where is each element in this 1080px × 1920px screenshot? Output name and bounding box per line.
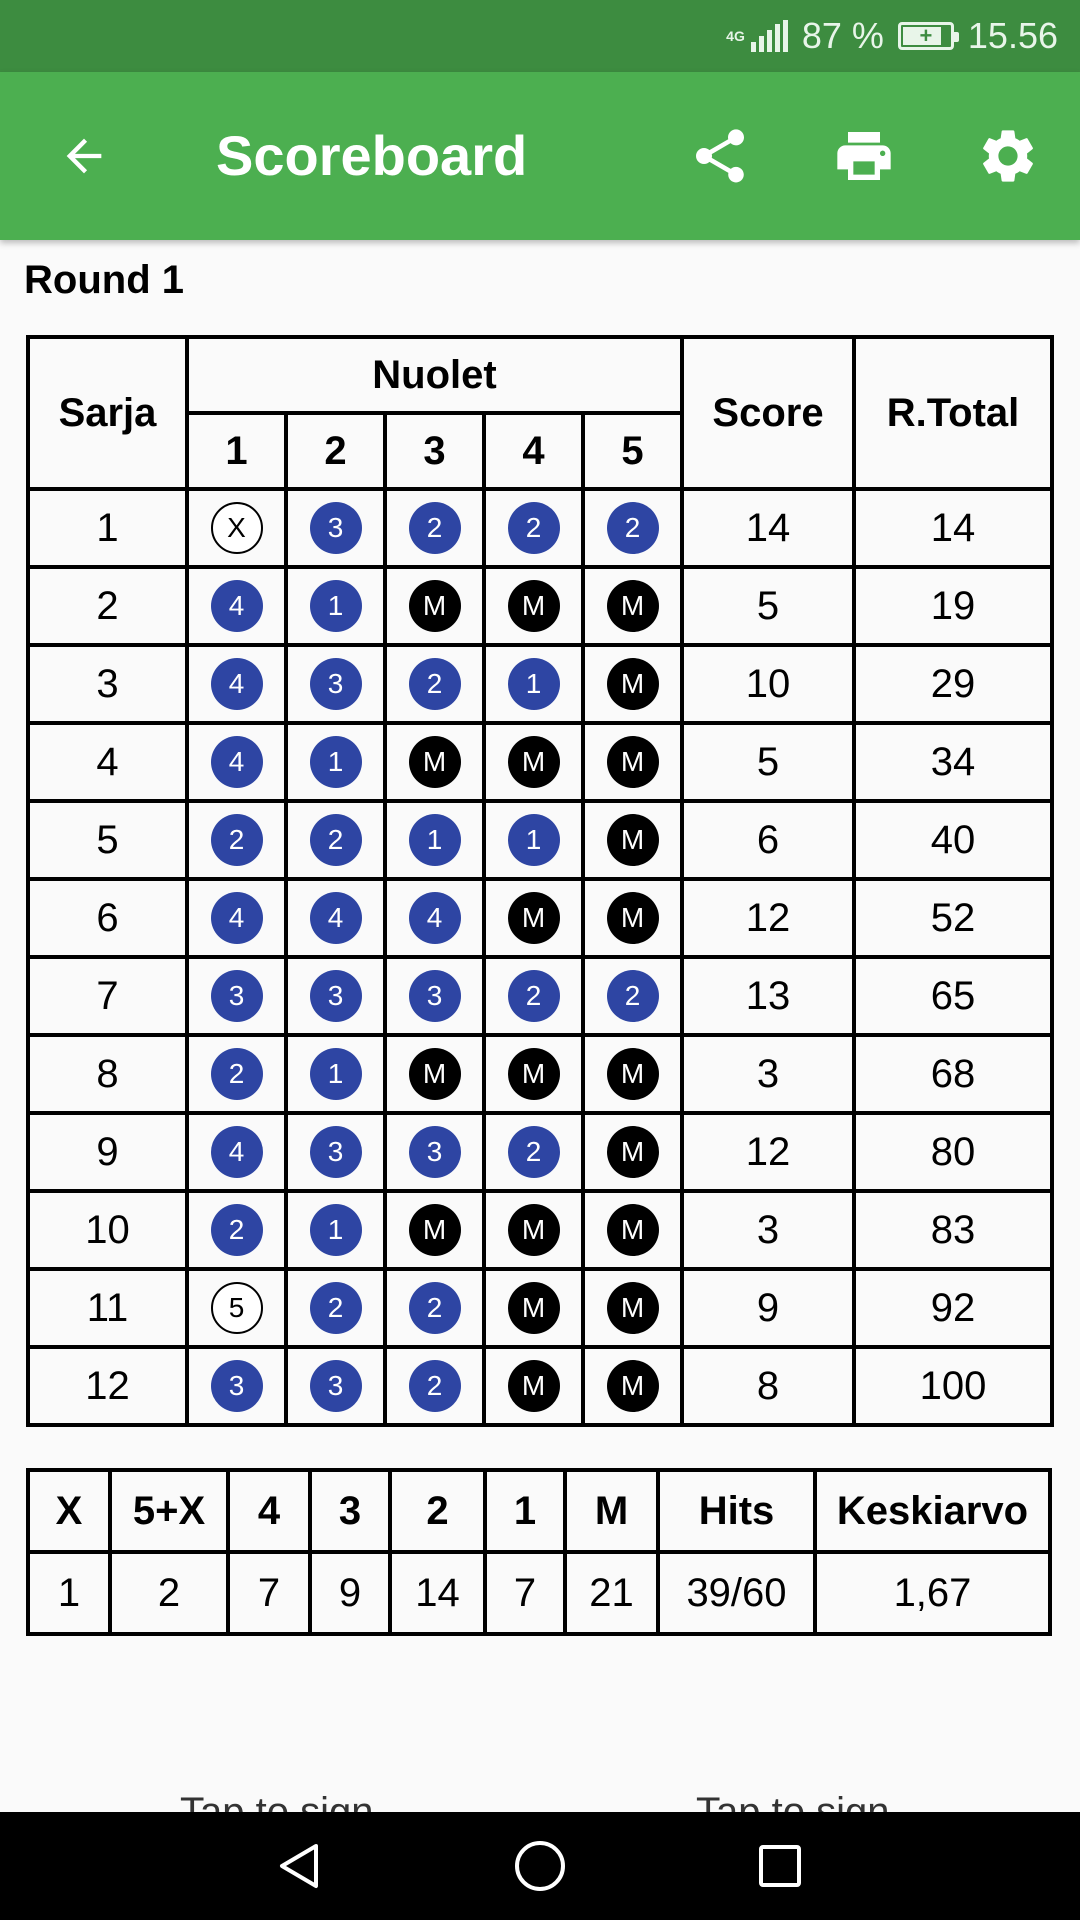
arrow-cell[interactable] [187, 567, 286, 645]
back-triangle-icon[interactable] [264, 1830, 336, 1902]
arrow-cell[interactable] [385, 879, 484, 957]
summary-value-m: 21 [565, 1552, 658, 1634]
arrow-score-badge: 2 [508, 1126, 560, 1178]
arrow-score-badge: 4 [211, 1126, 263, 1178]
arrow-score-badge: 4 [310, 892, 362, 944]
arrow-cell[interactable] [583, 567, 682, 645]
arrow-score-badge: 3 [310, 970, 362, 1022]
clock: 15.56 [967, 15, 1058, 56]
arrow-score-badge: M [607, 1126, 659, 1178]
arrow-cell[interactable] [385, 489, 484, 567]
header-score: Score [682, 337, 854, 489]
score-cell: 9 [682, 1269, 854, 1347]
header-arrow-number: 3 [385, 413, 484, 489]
summary-header-m: M [565, 1470, 658, 1552]
navigation-bar [0, 1812, 1080, 1920]
summary-value-keskiarvo: 1,67 [815, 1552, 1050, 1634]
summary-value-3: 9 [310, 1552, 390, 1634]
sarja-cell: 8 [28, 1035, 187, 1113]
arrow-score-badge: M [508, 1048, 560, 1100]
running-total-cell: 80 [854, 1113, 1052, 1191]
recents-square-icon[interactable] [744, 1830, 816, 1902]
arrow-cell[interactable] [187, 723, 286, 801]
summary-header-3: 3 [310, 1470, 390, 1552]
arrow-cell[interactable] [484, 1113, 583, 1191]
arrow-cell[interactable] [286, 645, 385, 723]
arrow-score-badge: 2 [211, 814, 263, 866]
arrow-cell[interactable] [583, 1347, 682, 1425]
arrow-score-badge: M [409, 580, 461, 632]
arrow-cell[interactable] [286, 1191, 385, 1269]
arrow-cell[interactable] [583, 723, 682, 801]
home-circle-icon[interactable] [504, 1830, 576, 1902]
arrow-score-badge: 1 [409, 814, 461, 866]
status-bar [0, 0, 1080, 72]
summary-value-1: 7 [485, 1552, 565, 1634]
table-row [28, 1347, 1052, 1425]
arrow-cell[interactable] [484, 1191, 583, 1269]
arrow-score-badge: M [508, 580, 560, 632]
arrow-cell[interactable] [583, 489, 682, 567]
running-total-cell: 29 [854, 645, 1052, 723]
arrow-cell[interactable] [484, 879, 583, 957]
arrow-cell[interactable] [187, 1191, 286, 1269]
score-cell: 8 [682, 1347, 854, 1425]
arrow-score-badge: 4 [211, 892, 263, 944]
arrow-cell[interactable] [385, 723, 484, 801]
table-row [28, 645, 1052, 723]
running-total-cell: 65 [854, 957, 1052, 1035]
summary-value-2: 14 [390, 1552, 485, 1634]
arrow-score-badge: M [409, 1204, 461, 1256]
arrow-score-badge: 3 [310, 502, 362, 554]
arrow-cell[interactable] [484, 489, 583, 567]
arrow-cell[interactable] [385, 1191, 484, 1269]
arrow-cell[interactable] [385, 567, 484, 645]
arrow-score-badge: 2 [310, 1282, 362, 1334]
summary-header-5x: 5+X [110, 1470, 228, 1552]
sarja-cell: 2 [28, 567, 187, 645]
running-total-cell: 34 [854, 723, 1052, 801]
settings-gear-icon[interactable] [968, 116, 1048, 196]
arrow-score-badge: M [508, 1360, 560, 1412]
arrow-cell[interactable] [484, 567, 583, 645]
arrow-cell[interactable] [187, 1035, 286, 1113]
arrow-cell[interactable] [187, 645, 286, 723]
arrow-score-badge: 3 [409, 970, 461, 1022]
running-total-cell: 100 [854, 1347, 1052, 1425]
table-row [28, 957, 1052, 1035]
arrow-cell[interactable] [187, 801, 286, 879]
arrow-score-badge: 3 [211, 970, 263, 1022]
arrow-score-badge: M [607, 1048, 659, 1100]
sarja-cell: 6 [28, 879, 187, 957]
arrow-score-badge: M [607, 736, 659, 788]
summary-header-4: 4 [228, 1470, 310, 1552]
arrow-cell[interactable] [583, 879, 682, 957]
arrow-score-badge: 4 [409, 892, 461, 944]
running-total-cell: 92 [854, 1269, 1052, 1347]
arrow-score-badge: 3 [409, 1126, 461, 1178]
arrow-score-badge: 2 [211, 1204, 263, 1256]
score-cell: 5 [682, 723, 854, 801]
score-cell: 5 [682, 567, 854, 645]
arrow-score-badge: M [607, 1282, 659, 1334]
print-icon[interactable] [824, 116, 904, 196]
arrow-cell[interactable] [583, 645, 682, 723]
arrow-cell[interactable] [286, 567, 385, 645]
arrow-score-badge: 2 [607, 970, 659, 1022]
arrow-cell[interactable] [484, 1035, 583, 1113]
arrow-cell[interactable] [385, 1347, 484, 1425]
arrow-cell[interactable] [385, 1113, 484, 1191]
score-cell: 13 [682, 957, 854, 1035]
arrow-score-badge: 1 [310, 580, 362, 632]
score-cell: 14 [682, 489, 854, 567]
arrow-cell[interactable] [385, 1269, 484, 1347]
running-total-cell: 40 [854, 801, 1052, 879]
running-total-cell: 68 [854, 1035, 1052, 1113]
arrow-cell[interactable] [484, 1347, 583, 1425]
arrow-cell[interactable] [286, 1113, 385, 1191]
arrow-score-badge: M [409, 736, 461, 788]
arrow-score-badge: 2 [508, 970, 560, 1022]
table-row [28, 879, 1052, 957]
arrow-score-badge: 3 [310, 658, 362, 710]
arrow-score-badge: M [607, 1204, 659, 1256]
arrow-score-badge: 1 [310, 1204, 362, 1256]
running-total-cell: 19 [854, 567, 1052, 645]
arrow-cell[interactable] [187, 1347, 286, 1425]
table-row [28, 489, 1052, 567]
arrow-score-badge: 4 [211, 736, 263, 788]
arrow-cell[interactable] [187, 879, 286, 957]
arrow-score-badge: 3 [310, 1360, 362, 1412]
table-row [28, 723, 1052, 801]
arrow-score-badge: 2 [508, 502, 560, 554]
sarja-cell: 4 [28, 723, 187, 801]
arrow-score-badge: M [607, 1360, 659, 1412]
arrow-score-badge: 2 [409, 502, 461, 554]
score-cell: 12 [682, 1113, 854, 1191]
sarja-cell: 5 [28, 801, 187, 879]
table-row [28, 1113, 1052, 1191]
arrow-score-badge: 1 [508, 658, 560, 710]
table-row [28, 1269, 1052, 1347]
back-arrow-icon[interactable] [44, 116, 124, 196]
arrow-score-badge: 1 [310, 736, 362, 788]
sarja-cell: 11 [28, 1269, 187, 1347]
arrow-cell[interactable] [187, 1269, 286, 1347]
arrow-cell[interactable] [187, 489, 286, 567]
arrow-score-badge: 2 [211, 1048, 263, 1100]
arrow-score-badge: 3 [310, 1126, 362, 1178]
running-total-cell: 14 [854, 489, 1052, 567]
sarja-cell: 9 [28, 1113, 187, 1191]
score-cell: 3 [682, 1191, 854, 1269]
signal-icon [751, 20, 788, 52]
arrow-cell[interactable] [583, 1035, 682, 1113]
arrow-cell[interactable] [187, 1113, 286, 1191]
table-row [28, 1035, 1052, 1113]
arrow-cell[interactable] [286, 489, 385, 567]
arrow-cell[interactable] [286, 1035, 385, 1113]
arrow-cell[interactable] [583, 1269, 682, 1347]
arrow-cell[interactable] [286, 879, 385, 957]
table-row [28, 1191, 1052, 1269]
arrow-cell[interactable] [385, 645, 484, 723]
arrow-cell[interactable] [484, 801, 583, 879]
arrow-cell[interactable] [583, 801, 682, 879]
sarja-cell: 1 [28, 489, 187, 567]
arrow-score-badge: 2 [409, 658, 461, 710]
arrow-score-badge: 2 [310, 814, 362, 866]
arrow-cell[interactable] [187, 957, 286, 1035]
share-icon[interactable] [680, 116, 760, 196]
battery-charging-icon: + [898, 22, 954, 50]
summary-value-x: 1 [28, 1552, 110, 1634]
arrow-score-badge: X [211, 502, 263, 554]
summary-value-5x: 2 [110, 1552, 228, 1634]
arrow-score-badge: M [508, 1282, 560, 1334]
arrow-score-badge: 2 [409, 1360, 461, 1412]
summary-table [26, 1468, 1052, 1636]
summary-header-hits: Hits [658, 1470, 815, 1552]
round-title: Round 1 [24, 258, 184, 302]
summary-header-keskiarvo: Keskiarvo [815, 1470, 1050, 1552]
arrow-cell[interactable] [286, 801, 385, 879]
arrow-cell[interactable] [583, 1113, 682, 1191]
arrow-cell[interactable] [286, 957, 385, 1035]
header-arrow-number: 1 [187, 413, 286, 489]
header-arrow-number: 5 [583, 413, 682, 489]
arrow-score-badge: M [409, 1048, 461, 1100]
arrow-score-badge: 4 [211, 658, 263, 710]
arrow-cell[interactable] [484, 1269, 583, 1347]
summary-value-hits: 39/60 [658, 1552, 815, 1634]
arrow-score-badge: 4 [211, 580, 263, 632]
running-total-cell: 52 [854, 879, 1052, 957]
arrow-cell[interactable] [286, 723, 385, 801]
arrow-score-badge: 5 [211, 1282, 263, 1334]
arrow-score-badge: M [607, 580, 659, 632]
header-nuolet: Nuolet [187, 337, 682, 413]
arrow-cell[interactable] [484, 645, 583, 723]
arrow-score-badge: M [508, 892, 560, 944]
arrow-score-badge: M [607, 658, 659, 710]
arrow-score-badge: 3 [211, 1360, 263, 1412]
arrow-score-badge: 1 [310, 1048, 362, 1100]
header-arrow-number: 2 [286, 413, 385, 489]
page-title: Scoreboard [216, 124, 528, 187]
arrow-score-badge: M [508, 1204, 560, 1256]
sarja-cell: 12 [28, 1347, 187, 1425]
arrow-score-badge: M [508, 736, 560, 788]
score-cell: 12 [682, 879, 854, 957]
header-arrow-number: 4 [484, 413, 583, 489]
score-cell: 6 [682, 801, 854, 879]
arrow-cell[interactable] [385, 1035, 484, 1113]
header-total: R.Total [854, 337, 1052, 489]
score-table-body [28, 489, 1052, 1425]
arrow-cell[interactable] [385, 801, 484, 879]
summary-header-x: X [28, 1470, 110, 1552]
header-sarja: Sarja [28, 337, 187, 489]
arrow-score-badge: M [607, 892, 659, 944]
signal-indicator [726, 20, 788, 52]
arrow-score-badge: M [607, 814, 659, 866]
network-type: 4G [726, 27, 745, 44]
app-bar [0, 72, 1080, 240]
arrow-cell[interactable] [583, 957, 682, 1035]
score-cell: 10 [682, 645, 854, 723]
sarja-cell: 7 [28, 957, 187, 1035]
score-cell: 3 [682, 1035, 854, 1113]
table-row [28, 801, 1052, 879]
arrow-score-badge: 2 [607, 502, 659, 554]
arrow-score-badge: 2 [409, 1282, 461, 1334]
summary-value-4: 7 [228, 1552, 310, 1634]
score-table [26, 335, 1054, 1427]
sarja-cell: 10 [28, 1191, 187, 1269]
arrow-cell[interactable] [286, 1269, 385, 1347]
arrow-cell[interactable] [484, 957, 583, 1035]
arrow-score-badge: 1 [508, 814, 560, 866]
summary-header-2: 2 [390, 1470, 485, 1552]
arrow-cell[interactable] [286, 1347, 385, 1425]
table-row [28, 567, 1052, 645]
arrow-cell[interactable] [583, 1191, 682, 1269]
running-total-cell: 83 [854, 1191, 1052, 1269]
sarja-cell: 3 [28, 645, 187, 723]
battery-percent: 87 % [801, 15, 884, 56]
arrow-cell[interactable] [484, 723, 583, 801]
arrow-cell[interactable] [385, 957, 484, 1035]
summary-header-1: 1 [485, 1470, 565, 1552]
